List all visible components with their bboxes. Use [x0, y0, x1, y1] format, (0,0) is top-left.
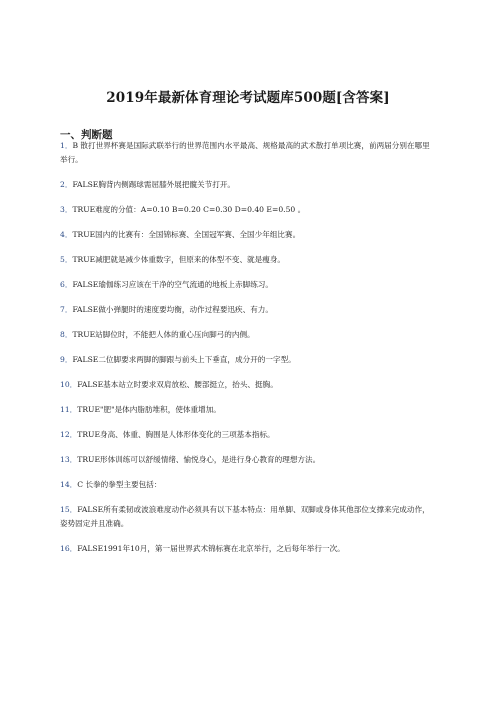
question-item [60, 453, 436, 467]
question-text: TRUE减肥就是减少体重数字，但原来的体型不变、就是瘦身。 [72, 255, 286, 264]
question-number: 2． [60, 180, 73, 189]
question-item [60, 542, 436, 556]
question-text: TRUE"肥"是体内脂肪堆积，使体重增加。 [77, 405, 221, 414]
question-number: 9． [60, 355, 73, 364]
question-text: FALSE胸背内侧踢球需屈膝外展把髋关节打开。 [72, 180, 236, 189]
question-text: C 长拳的拳型主要包括： [77, 480, 162, 489]
question-text: TRUE站脚位时，不能把人体的重心压向脚弓的内侧。 [72, 330, 255, 339]
question-text: B 散打世界杯赛是国际武联举行的世界范围内水平最高、规格最高的武术散打单项比赛，前两届分别在哪里举行。 [60, 141, 430, 164]
question-item [60, 428, 436, 442]
question-number: 7． [60, 305, 73, 314]
question-list [60, 139, 436, 567]
question-number: 4． [60, 230, 73, 239]
question-number: 8． [60, 330, 73, 339]
question-number: 12． [60, 430, 78, 439]
question-text: TRUE难度的分值：A=0.10 B=0.20 C=0.30 D=0.40 E=0.50 。 [72, 205, 306, 214]
question-number: 16． [60, 544, 78, 553]
question-item [60, 378, 436, 392]
question-text: TRUE身高、体重、胸围是人体形体变化的三项基本指标。 [77, 430, 275, 439]
question-item [60, 228, 436, 242]
question-number: 13． [60, 455, 78, 464]
section-heading: 一、判断题 [60, 129, 113, 141]
question-item [60, 478, 436, 492]
question-text: TRUE国内的比赛有：全国锦标赛、全国冠军赛、全国少年组比赛。 [72, 230, 301, 239]
question-text: FALSE基本站立时要求双肩放松、腰部挺立，抬头、挺胸。 [77, 380, 278, 389]
question-item [60, 353, 436, 367]
question-text: FALSE1991年10月，第一届世界武术锦标赛在北京举行，之后每年举行一次。 [77, 544, 345, 553]
question-text: FALSE瑜伽练习应该在干净的空气流通的地板上赤脚练习。 [72, 280, 273, 289]
question-number: 6． [60, 280, 73, 289]
question-number: 14． [60, 480, 78, 489]
question-item [60, 139, 436, 167]
question-text: FALSE所有柔韧或波浪难度动作必须具有以下基本特点：用单脚、双脚或身体其他部位支撑来完成动作，姿势固定并且准确。 [60, 505, 430, 528]
question-item [60, 203, 436, 217]
question-number: 5． [60, 255, 73, 264]
question-text: FALSE二位脚要求两脚的脚跟与前头上下垂直，成分开的一字型。 [72, 355, 296, 364]
question-number: 1． [60, 141, 73, 150]
question-item [60, 303, 436, 317]
question-text: FALSE做小弹腿时的速度要均衡，动作过程要迅疾、有力。 [72, 305, 273, 314]
question-item [60, 328, 436, 342]
question-number: 11． [60, 405, 78, 414]
question-item [60, 253, 436, 267]
question-item [60, 178, 436, 192]
question-item [60, 503, 436, 531]
question-number: 15． [60, 505, 78, 514]
question-item [60, 278, 436, 292]
question-number: 3． [60, 205, 73, 214]
question-text: TRUE形体训练可以舒缓情绪、愉悦身心，是进行身心教育的理想方法。 [77, 455, 321, 464]
question-number: 10． [60, 380, 78, 389]
question-item [60, 403, 436, 417]
document-title: 2019年最新体育理论考试题库500题[含答案] [106, 90, 390, 106]
